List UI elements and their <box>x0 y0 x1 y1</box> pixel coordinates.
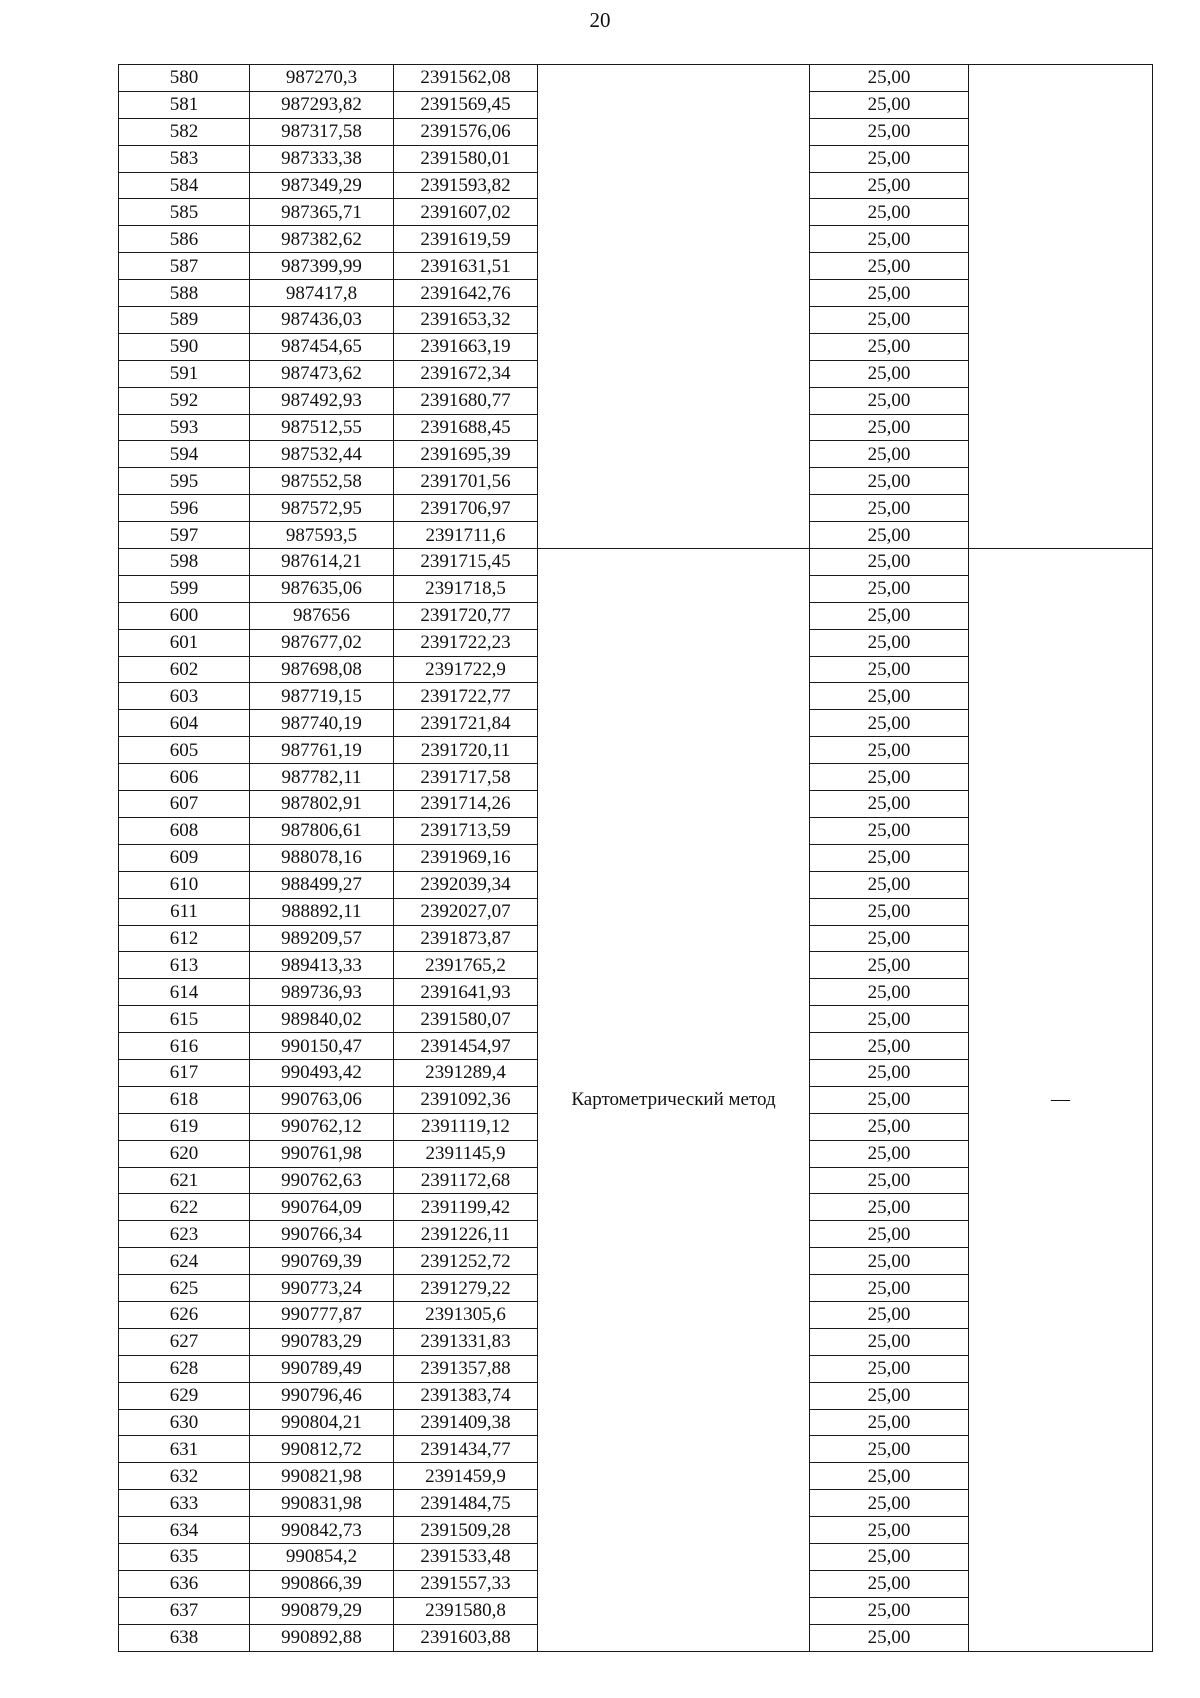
x-coordinate-cell: 990804,21 <box>250 1409 394 1436</box>
y-coordinate-cell: 2391279,22 <box>394 1275 538 1302</box>
y-coordinate-cell: 2391533,48 <box>394 1543 538 1570</box>
point-number-cell: 592 <box>119 387 250 414</box>
point-number-cell: 598 <box>119 549 250 576</box>
x-coordinate-cell: 990812,72 <box>250 1436 394 1463</box>
y-coordinate-cell: 2391580,01 <box>394 145 538 172</box>
coordinates-table <box>118 64 1153 1652</box>
method-cell: Картометрический метод <box>538 549 810 1652</box>
x-coordinate-cell: 987572,95 <box>250 495 394 522</box>
accuracy-cell: 25,00 <box>810 1194 969 1221</box>
x-coordinate-cell: 987740,19 <box>250 710 394 737</box>
point-number-cell: 596 <box>119 495 250 522</box>
y-coordinate-cell: 2391331,83 <box>394 1328 538 1355</box>
x-coordinate-cell: 990766,34 <box>250 1221 394 1248</box>
y-coordinate-cell: 2391484,75 <box>394 1490 538 1517</box>
y-coordinate-cell: 2391383,74 <box>394 1382 538 1409</box>
y-coordinate-cell: 2391593,82 <box>394 172 538 199</box>
point-number-cell: 630 <box>119 1409 250 1436</box>
accuracy-cell: 25,00 <box>810 1597 969 1624</box>
x-coordinate-cell: 987512,55 <box>250 414 394 441</box>
accuracy-cell: 25,00 <box>810 575 969 602</box>
accuracy-cell: 25,00 <box>810 1086 969 1113</box>
x-coordinate-cell: 987806,61 <box>250 817 394 844</box>
point-number-cell: 633 <box>119 1490 250 1517</box>
x-coordinate-cell: 987382,62 <box>250 226 394 253</box>
accuracy-cell: 25,00 <box>810 1167 969 1194</box>
accuracy-cell: 25,00 <box>810 468 969 495</box>
point-number-cell: 631 <box>119 1436 250 1463</box>
accuracy-cell: 25,00 <box>810 764 969 791</box>
accuracy-cell: 25,00 <box>810 495 969 522</box>
x-coordinate-cell: 987552,58 <box>250 468 394 495</box>
point-number-cell: 583 <box>119 145 250 172</box>
accuracy-cell: 25,00 <box>810 1624 969 1651</box>
x-coordinate-cell: 990854,2 <box>250 1543 394 1570</box>
point-number-cell: 589 <box>119 307 250 334</box>
y-coordinate-cell: 2391562,08 <box>394 65 538 92</box>
accuracy-cell: 25,00 <box>810 898 969 925</box>
point-number-cell: 610 <box>119 871 250 898</box>
x-coordinate-cell: 990764,09 <box>250 1194 394 1221</box>
accuracy-cell: 25,00 <box>810 1006 969 1033</box>
point-number-cell: 626 <box>119 1301 250 1328</box>
accuracy-cell: 25,00 <box>810 65 969 92</box>
y-coordinate-cell: 2391969,16 <box>394 844 538 871</box>
x-coordinate-cell: 990796,46 <box>250 1382 394 1409</box>
x-coordinate-cell: 990892,88 <box>250 1624 394 1651</box>
x-coordinate-cell: 987656 <box>250 602 394 629</box>
accuracy-cell: 25,00 <box>810 145 969 172</box>
point-number-cell: 600 <box>119 602 250 629</box>
point-number-cell: 608 <box>119 817 250 844</box>
accuracy-cell: 25,00 <box>810 1436 969 1463</box>
y-coordinate-cell: 2391695,39 <box>394 441 538 468</box>
point-number-cell: 620 <box>119 1140 250 1167</box>
y-coordinate-cell: 2391722,77 <box>394 683 538 710</box>
x-coordinate-cell: 988892,11 <box>250 898 394 925</box>
y-coordinate-cell: 2391711,6 <box>394 522 538 549</box>
y-coordinate-cell: 2391580,8 <box>394 1597 538 1624</box>
x-coordinate-cell: 987333,38 <box>250 145 394 172</box>
y-coordinate-cell: 2391172,68 <box>394 1167 538 1194</box>
x-coordinate-cell: 990763,06 <box>250 1086 394 1113</box>
x-coordinate-cell: 987614,21 <box>250 549 394 576</box>
y-coordinate-cell: 2391569,45 <box>394 91 538 118</box>
y-coordinate-cell: 2391722,23 <box>394 629 538 656</box>
x-coordinate-cell: 987761,19 <box>250 737 394 764</box>
point-number-cell: 622 <box>119 1194 250 1221</box>
x-coordinate-cell: 990777,87 <box>250 1301 394 1328</box>
y-coordinate-cell: 2391603,88 <box>394 1624 538 1651</box>
y-coordinate-cell: 2391706,97 <box>394 495 538 522</box>
table-row <box>119 549 1153 576</box>
x-coordinate-cell: 989840,02 <box>250 1006 394 1033</box>
y-coordinate-cell: 2391721,84 <box>394 710 538 737</box>
description-cell <box>969 65 1153 549</box>
x-coordinate-cell: 990821,98 <box>250 1463 394 1490</box>
x-coordinate-cell: 989736,93 <box>250 979 394 1006</box>
point-number-cell: 612 <box>119 925 250 952</box>
accuracy-cell: 25,00 <box>810 387 969 414</box>
x-coordinate-cell: 987635,06 <box>250 575 394 602</box>
accuracy-cell: 25,00 <box>810 656 969 683</box>
point-number-cell: 625 <box>119 1275 250 1302</box>
y-coordinate-cell: 2391607,02 <box>394 199 538 226</box>
point-number-cell: 638 <box>119 1624 250 1651</box>
point-number-cell: 597 <box>119 522 250 549</box>
accuracy-cell: 25,00 <box>810 1275 969 1302</box>
y-coordinate-cell: 2392027,07 <box>394 898 538 925</box>
x-coordinate-cell: 987593,5 <box>250 522 394 549</box>
y-coordinate-cell: 2391641,93 <box>394 979 538 1006</box>
y-coordinate-cell: 2391688,45 <box>394 414 538 441</box>
point-number-cell: 629 <box>119 1382 250 1409</box>
point-number-cell: 621 <box>119 1167 250 1194</box>
y-coordinate-cell: 2391720,11 <box>394 737 538 764</box>
x-coordinate-cell: 990879,29 <box>250 1597 394 1624</box>
accuracy-cell: 25,00 <box>810 199 969 226</box>
x-coordinate-cell: 987270,3 <box>250 65 394 92</box>
accuracy-cell: 25,00 <box>810 1570 969 1597</box>
y-coordinate-cell: 2391680,77 <box>394 387 538 414</box>
accuracy-cell: 25,00 <box>810 952 969 979</box>
accuracy-cell: 25,00 <box>810 844 969 871</box>
x-coordinate-cell: 987293,82 <box>250 91 394 118</box>
accuracy-cell: 25,00 <box>810 1301 969 1328</box>
point-number-cell: 594 <box>119 441 250 468</box>
accuracy-cell: 25,00 <box>810 226 969 253</box>
accuracy-cell: 25,00 <box>810 737 969 764</box>
page-number: 20 <box>589 8 611 32</box>
table-row <box>119 65 1153 92</box>
x-coordinate-cell: 990789,49 <box>250 1355 394 1382</box>
point-number-cell: 601 <box>119 629 250 656</box>
y-coordinate-cell: 2391722,9 <box>394 656 538 683</box>
y-coordinate-cell: 2391509,28 <box>394 1517 538 1544</box>
x-coordinate-cell: 988499,27 <box>250 871 394 898</box>
x-coordinate-cell: 990761,98 <box>250 1140 394 1167</box>
y-coordinate-cell: 2391454,97 <box>394 1033 538 1060</box>
accuracy-cell: 25,00 <box>810 1517 969 1544</box>
y-coordinate-cell: 2391718,5 <box>394 575 538 602</box>
coordinates-table-body <box>119 65 1153 1652</box>
accuracy-cell: 25,00 <box>810 441 969 468</box>
point-number-cell: 618 <box>119 1086 250 1113</box>
x-coordinate-cell: 989413,33 <box>250 952 394 979</box>
y-coordinate-cell: 2391557,33 <box>394 1570 538 1597</box>
accuracy-cell: 25,00 <box>810 1033 969 1060</box>
accuracy-cell: 25,00 <box>810 602 969 629</box>
x-coordinate-cell: 988078,16 <box>250 844 394 871</box>
accuracy-cell: 25,00 <box>810 1248 969 1275</box>
y-coordinate-cell: 2391576,06 <box>394 118 538 145</box>
x-coordinate-cell: 987399,99 <box>250 253 394 280</box>
point-number-cell: 602 <box>119 656 250 683</box>
y-coordinate-cell: 2391713,59 <box>394 817 538 844</box>
y-coordinate-cell: 2391765,2 <box>394 952 538 979</box>
x-coordinate-cell: 987417,8 <box>250 280 394 307</box>
x-coordinate-cell: 990762,63 <box>250 1167 394 1194</box>
x-coordinate-cell: 987698,08 <box>250 656 394 683</box>
accuracy-cell: 25,00 <box>810 979 969 1006</box>
accuracy-cell: 25,00 <box>810 1113 969 1140</box>
x-coordinate-cell: 989209,57 <box>250 925 394 952</box>
y-coordinate-cell: 2391409,38 <box>394 1409 538 1436</box>
accuracy-cell: 25,00 <box>810 280 969 307</box>
accuracy-cell: 25,00 <box>810 791 969 818</box>
y-coordinate-cell: 2391357,88 <box>394 1355 538 1382</box>
point-number-cell: 585 <box>119 199 250 226</box>
y-coordinate-cell: 2391459,9 <box>394 1463 538 1490</box>
y-coordinate-cell: 2391717,58 <box>394 764 538 791</box>
accuracy-cell: 25,00 <box>810 1463 969 1490</box>
x-coordinate-cell: 987365,71 <box>250 199 394 226</box>
accuracy-cell: 25,00 <box>810 91 969 118</box>
y-coordinate-cell: 2391145,9 <box>394 1140 538 1167</box>
x-coordinate-cell: 987349,29 <box>250 172 394 199</box>
accuracy-cell: 25,00 <box>810 1059 969 1086</box>
accuracy-cell: 25,00 <box>810 333 969 360</box>
accuracy-cell: 25,00 <box>810 1409 969 1436</box>
accuracy-cell: 25,00 <box>810 522 969 549</box>
x-coordinate-cell: 990769,39 <box>250 1248 394 1275</box>
point-number-cell: 604 <box>119 710 250 737</box>
point-number-cell: 586 <box>119 226 250 253</box>
point-number-cell: 632 <box>119 1463 250 1490</box>
accuracy-cell: 25,00 <box>810 1490 969 1517</box>
x-coordinate-cell: 987532,44 <box>250 441 394 468</box>
x-coordinate-cell: 987436,03 <box>250 307 394 334</box>
accuracy-cell: 25,00 <box>810 871 969 898</box>
point-number-cell: 595 <box>119 468 250 495</box>
point-number-cell: 607 <box>119 791 250 818</box>
y-coordinate-cell: 2391289,4 <box>394 1059 538 1086</box>
y-coordinate-cell: 2391199,42 <box>394 1194 538 1221</box>
point-number-cell: 591 <box>119 360 250 387</box>
accuracy-cell: 25,00 <box>810 1221 969 1248</box>
point-number-cell: 609 <box>119 844 250 871</box>
y-coordinate-cell: 2391714,26 <box>394 791 538 818</box>
x-coordinate-cell: 990150,47 <box>250 1033 394 1060</box>
point-number-cell: 624 <box>119 1248 250 1275</box>
y-coordinate-cell: 2391580,07 <box>394 1006 538 1033</box>
y-coordinate-cell: 2391653,32 <box>394 307 538 334</box>
accuracy-cell: 25,00 <box>810 172 969 199</box>
y-coordinate-cell: 2391663,19 <box>394 333 538 360</box>
x-coordinate-cell: 990866,39 <box>250 1570 394 1597</box>
x-coordinate-cell: 987492,93 <box>250 387 394 414</box>
accuracy-cell: 25,00 <box>810 1382 969 1409</box>
x-coordinate-cell: 990783,29 <box>250 1328 394 1355</box>
point-number-cell: 614 <box>119 979 250 1006</box>
accuracy-cell: 25,00 <box>810 549 969 576</box>
point-number-cell: 619 <box>119 1113 250 1140</box>
description-cell: — <box>969 549 1153 1652</box>
x-coordinate-cell: 990842,73 <box>250 1517 394 1544</box>
x-coordinate-cell: 990831,98 <box>250 1490 394 1517</box>
point-number-cell: 588 <box>119 280 250 307</box>
y-coordinate-cell: 2391226,11 <box>394 1221 538 1248</box>
x-coordinate-cell: 987473,62 <box>250 360 394 387</box>
point-number-cell: 617 <box>119 1059 250 1086</box>
y-coordinate-cell: 2391642,76 <box>394 280 538 307</box>
point-number-cell: 628 <box>119 1355 250 1382</box>
accuracy-cell: 25,00 <box>810 1355 969 1382</box>
accuracy-cell: 25,00 <box>810 118 969 145</box>
x-coordinate-cell: 987317,58 <box>250 118 394 145</box>
accuracy-cell: 25,00 <box>810 710 969 737</box>
y-coordinate-cell: 2391715,45 <box>394 549 538 576</box>
point-number-cell: 616 <box>119 1033 250 1060</box>
y-coordinate-cell: 2391434,77 <box>394 1436 538 1463</box>
accuracy-cell: 25,00 <box>810 925 969 952</box>
y-coordinate-cell: 2391305,6 <box>394 1301 538 1328</box>
point-number-cell: 613 <box>119 952 250 979</box>
x-coordinate-cell: 990773,24 <box>250 1275 394 1302</box>
y-coordinate-cell: 2391092,36 <box>394 1086 538 1113</box>
point-number-cell: 593 <box>119 414 250 441</box>
y-coordinate-cell: 2391252,72 <box>394 1248 538 1275</box>
point-number-cell: 635 <box>119 1543 250 1570</box>
accuracy-cell: 25,00 <box>810 629 969 656</box>
accuracy-cell: 25,00 <box>810 307 969 334</box>
y-coordinate-cell: 2391619,59 <box>394 226 538 253</box>
y-coordinate-cell: 2391672,34 <box>394 360 538 387</box>
x-coordinate-cell: 987454,65 <box>250 333 394 360</box>
point-number-cell: 634 <box>119 1517 250 1544</box>
x-coordinate-cell: 987677,02 <box>250 629 394 656</box>
y-coordinate-cell: 2391701,56 <box>394 468 538 495</box>
y-coordinate-cell: 2391873,87 <box>394 925 538 952</box>
accuracy-cell: 25,00 <box>810 1543 969 1570</box>
point-number-cell: 584 <box>119 172 250 199</box>
accuracy-cell: 25,00 <box>810 253 969 280</box>
x-coordinate-cell: 987802,91 <box>250 791 394 818</box>
point-number-cell: 581 <box>119 91 250 118</box>
y-coordinate-cell: 2392039,34 <box>394 871 538 898</box>
accuracy-cell: 25,00 <box>810 1140 969 1167</box>
accuracy-cell: 25,00 <box>810 817 969 844</box>
point-number-cell: 627 <box>119 1328 250 1355</box>
method-cell <box>538 65 810 549</box>
x-coordinate-cell: 990762,12 <box>250 1113 394 1140</box>
accuracy-cell: 25,00 <box>810 360 969 387</box>
point-number-cell: 606 <box>119 764 250 791</box>
x-coordinate-cell: 990493,42 <box>250 1059 394 1086</box>
accuracy-cell: 25,00 <box>810 414 969 441</box>
point-number-cell: 580 <box>119 65 250 92</box>
accuracy-cell: 25,00 <box>810 1328 969 1355</box>
point-number-cell: 637 <box>119 1597 250 1624</box>
point-number-cell: 587 <box>119 253 250 280</box>
point-number-cell: 636 <box>119 1570 250 1597</box>
point-number-cell: 590 <box>119 333 250 360</box>
x-coordinate-cell: 987782,11 <box>250 764 394 791</box>
point-number-cell: 599 <box>119 575 250 602</box>
y-coordinate-cell: 2391119,12 <box>394 1113 538 1140</box>
point-number-cell: 605 <box>119 737 250 764</box>
point-number-cell: 603 <box>119 683 250 710</box>
x-coordinate-cell: 987719,15 <box>250 683 394 710</box>
accuracy-cell: 25,00 <box>810 683 969 710</box>
point-number-cell: 582 <box>119 118 250 145</box>
point-number-cell: 611 <box>119 898 250 925</box>
point-number-cell: 623 <box>119 1221 250 1248</box>
point-number-cell: 615 <box>119 1006 250 1033</box>
y-coordinate-cell: 2391631,51 <box>394 253 538 280</box>
y-coordinate-cell: 2391720,77 <box>394 602 538 629</box>
